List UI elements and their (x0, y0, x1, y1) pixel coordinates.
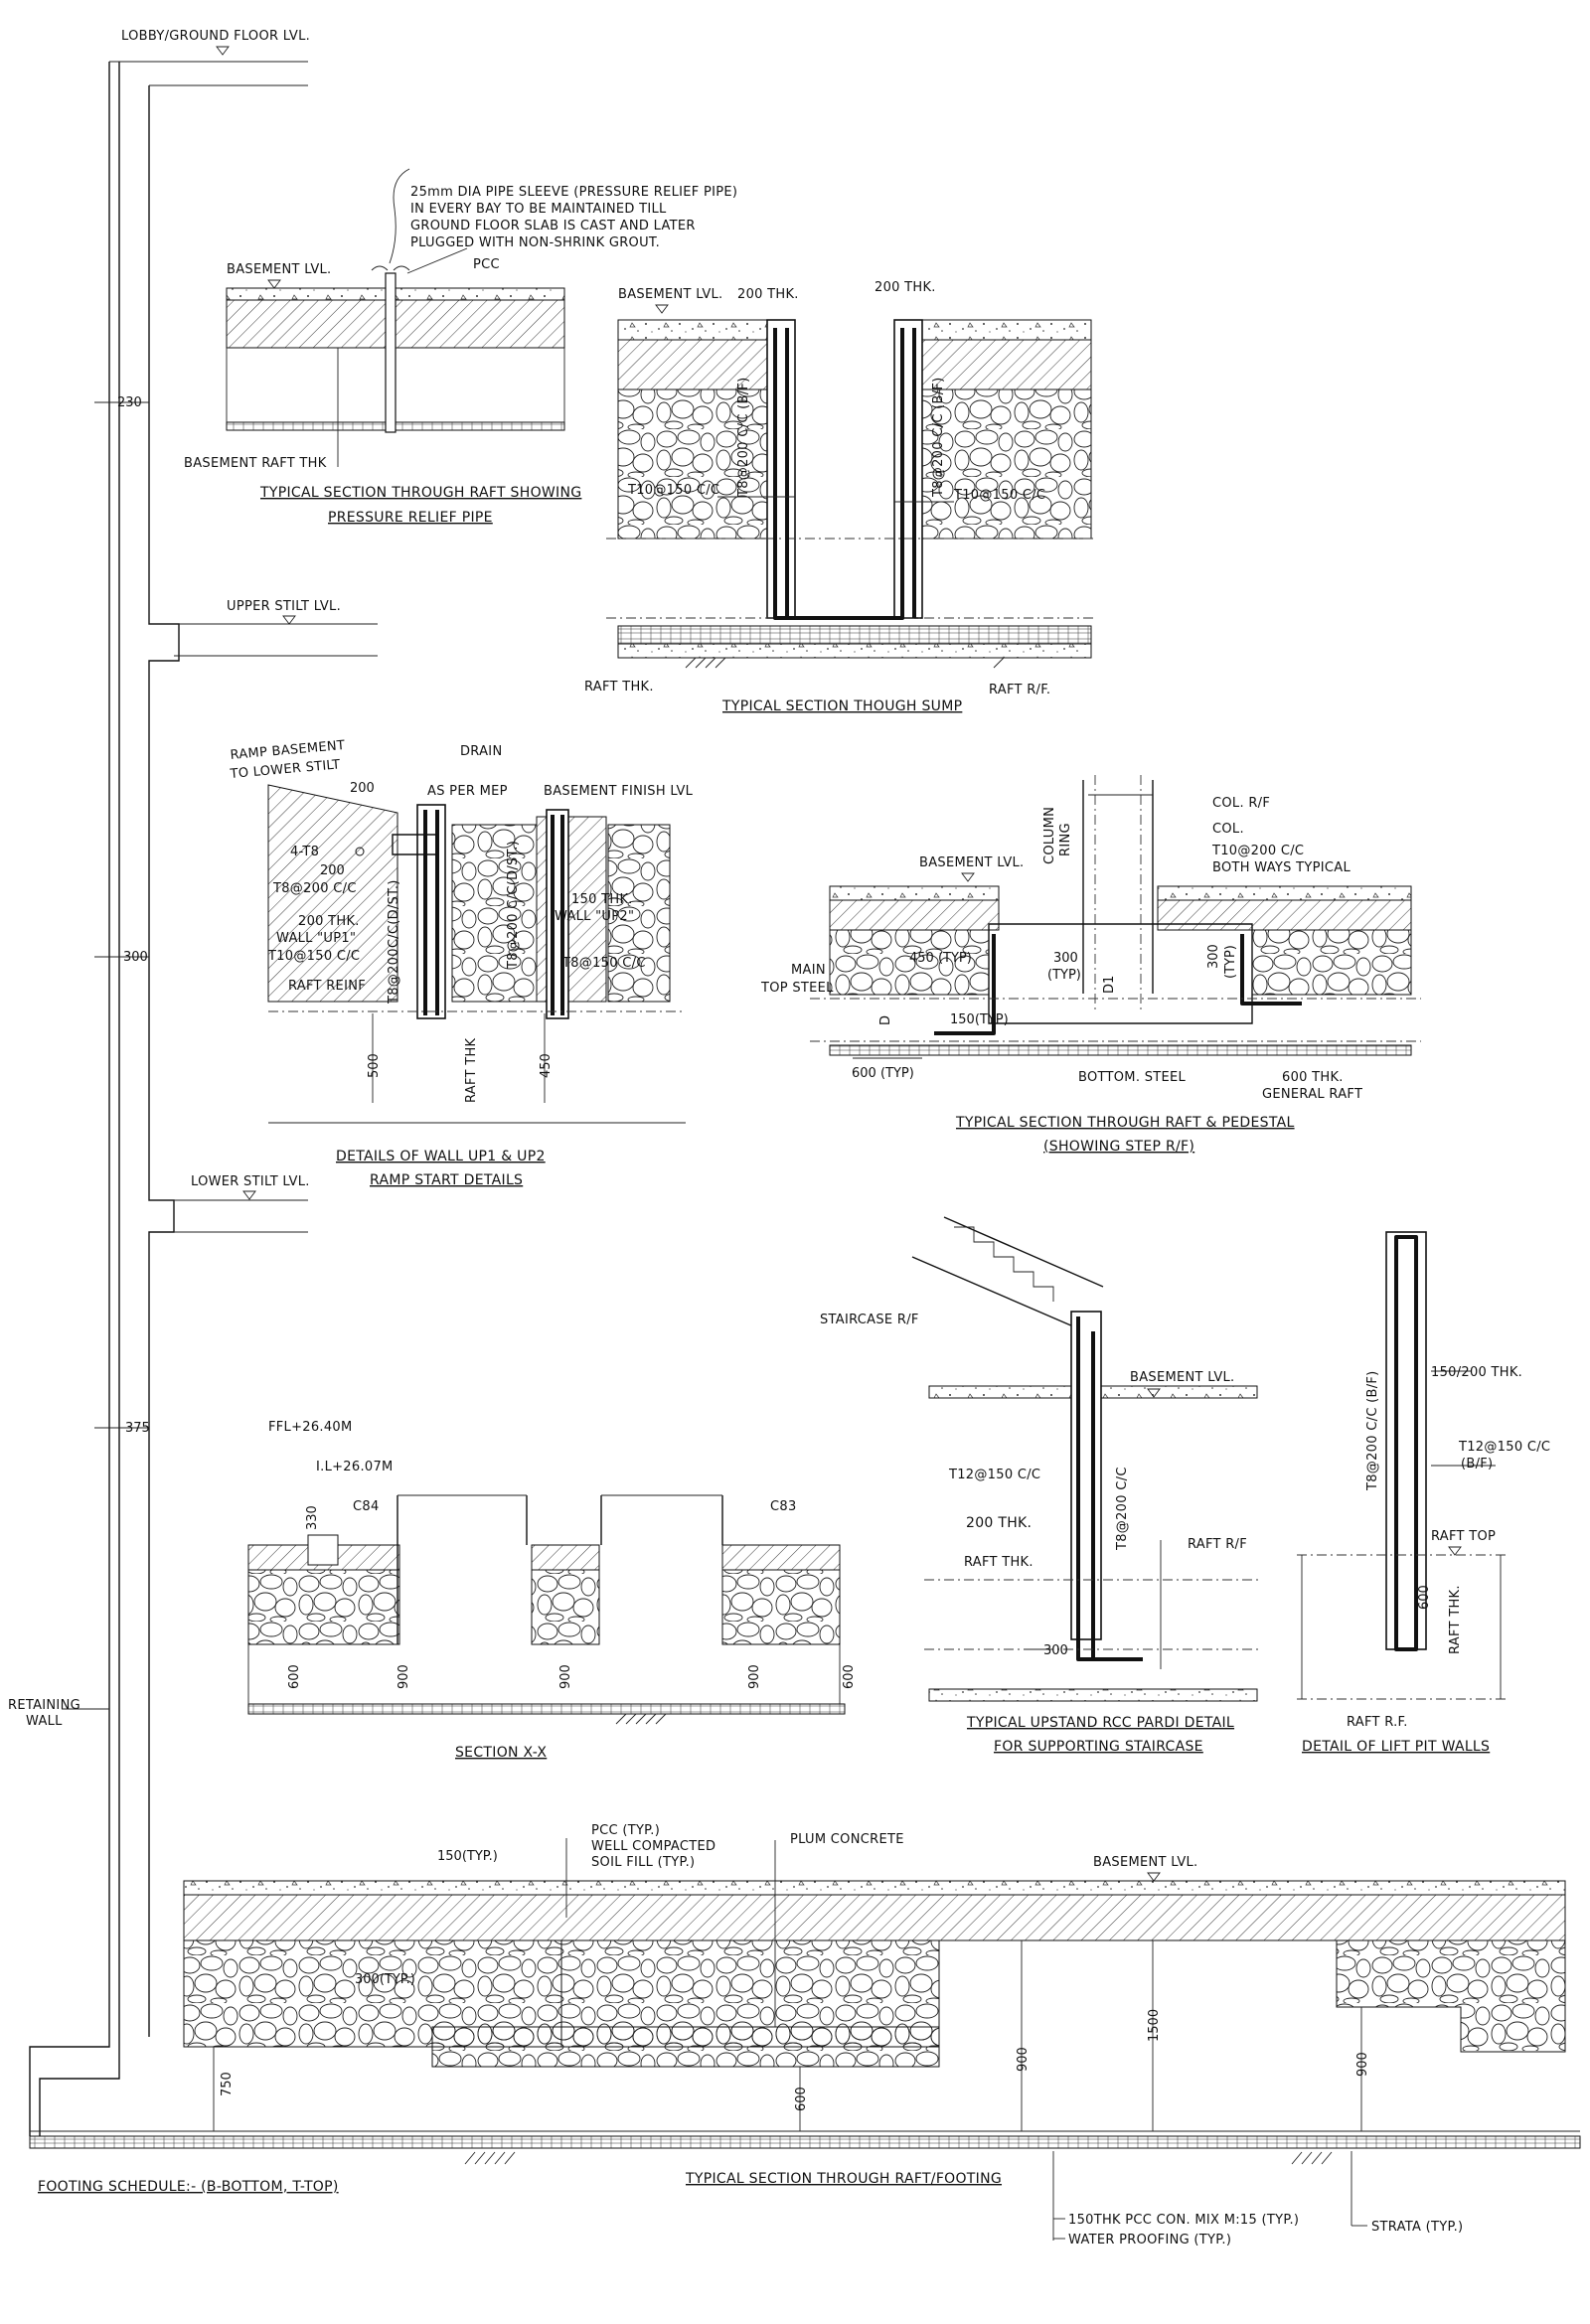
pipe-note-line-4: PLUGGED WITH NON-SHRINK GROUT. (410, 235, 661, 250)
liftpit-title: DETAIL OF LIFT PIT WALLS (1302, 1739, 1491, 1755)
wall-up2-label: WALL "UP2" (555, 909, 635, 924)
raft-reinf-label: RAFT REINF (288, 979, 367, 994)
level-marker-icon (656, 305, 668, 313)
raft-thk-label: BASEMENT RAFT THK (184, 456, 327, 471)
xx-dim-3: 900 (558, 1664, 573, 1689)
ramp-dim-200: 200 (350, 781, 375, 796)
thk200-label: 200 THK. (298, 914, 360, 929)
footing-dim-300: 300(TYP.) (355, 1972, 415, 1987)
level-marker-icon (962, 873, 974, 881)
c83-label: C83 (770, 1499, 797, 1514)
vertical-bar-up2: T8@200 C/C(D/ST.) (506, 840, 521, 969)
strata-label: STRATA (TYP.) (1371, 2220, 1464, 2235)
footing-basement-label: BASEMENT LVL. (1093, 1855, 1198, 1870)
pcc-con-label: 150THK PCC CON. MIX M:15 (TYP.) (1068, 2213, 1300, 2228)
footing-dim-150: 150(TYP.) (437, 1849, 498, 1864)
footing-dim-600: 600 (794, 2087, 809, 2111)
dim-300: 300 (123, 950, 148, 965)
footing-soil-label-2: SOIL FILL (TYP.) (591, 1855, 696, 1870)
main-top-label-1: MAIN (791, 963, 826, 978)
retaining-wall-label-1: RETAINING (8, 1698, 80, 1713)
drain-label: DRAIN (460, 744, 503, 759)
liftpit-t12-label-1: T12@150 C/C (1459, 1440, 1551, 1455)
il-label: I.L+26.07M (316, 1460, 394, 1474)
pedestal-dim-d1: D1 (1102, 975, 1117, 994)
sump-raft-rf: RAFT R/F. (989, 683, 1051, 697)
pardi-t12-label: T12@150 C/C (949, 1468, 1041, 1482)
t8-150-label: T8@150 C/C (562, 956, 646, 971)
sump-thk-right: 200 THK. (874, 280, 936, 295)
general-raft-label-2: GENERAL RAFT (1262, 1087, 1363, 1102)
dim-230: 230 (117, 395, 142, 410)
ramp-dim-200b: 200 (320, 863, 345, 878)
xx-dim-330: 330 (305, 1505, 320, 1530)
ramp-raft-thk: RAFT THK (464, 1037, 479, 1103)
level-marker-icon (243, 1191, 255, 1199)
plum-concrete-label: PLUM CONCRETE (790, 1832, 904, 1847)
retaining-wall-profile (30, 62, 378, 2136)
pardi-raft-thk-label: RAFT THK. (964, 1555, 1034, 1570)
pedestal-dim-300r-typ: (TYP) (1223, 945, 1238, 979)
t8-200-label: T8@200 C/C (273, 881, 357, 896)
footing-title: TYPICAL SECTION THROUGH RAFT/FOOTING (686, 2171, 1003, 2187)
pardi-title-2: FOR SUPPORTING STAIRCASE (994, 1739, 1203, 1755)
column-ring-label-1: COLUMN (1042, 806, 1057, 864)
ramp-title-1: DETAILS OF WALL UP1 & UP2 (336, 1149, 546, 1164)
bars-4t8-label: 4-T8 (290, 845, 320, 859)
pipe-note-line-1: 25mm DIA PIPE SLEEVE (PRESSURE RELIEF PIPE) (410, 185, 738, 200)
pardi-basement-label: BASEMENT LVL. (1130, 1370, 1235, 1385)
sump-thk-left: 200 THK. (737, 287, 799, 302)
pressure-relief-title-2: PRESSURE RELIEF PIPE (328, 510, 493, 526)
level-marker-icon (217, 47, 229, 55)
wall-up1-label: WALL "UP1" (276, 931, 357, 946)
waterproofing-label: WATER PROOFING (TYP.) (1068, 2233, 1232, 2247)
pedestal-dim-600: 600 (TYP) (852, 1066, 914, 1081)
liftpit-raft-thk: RAFT THK. (1448, 1585, 1463, 1654)
section-xx-title: SECTION X-X (455, 1745, 548, 1761)
pardi-section (912, 1217, 1262, 1701)
both-ways-label: BOTH WAYS TYPICAL (1212, 860, 1351, 875)
dim-375: 375 (125, 1421, 150, 1436)
xx-dim-2: 900 (397, 1664, 411, 1689)
raft-top-label: RAFT TOP (1431, 1529, 1497, 1544)
sump-title: TYPICAL SECTION THOUGH SUMP (722, 698, 963, 714)
pardi-t8-label: T8@200 C/C (1115, 1467, 1130, 1550)
pedestal-dim-300r: 300 (1206, 944, 1221, 969)
xx-dim-4: 900 (747, 1664, 762, 1689)
footing-pcc-label: PCC (TYP.) (591, 1823, 661, 1838)
thk150-label: 150 THK. (571, 892, 633, 907)
ramp-basement-label-1: RAMP BASEMENT (230, 737, 346, 763)
pardi-thk-label: 200 THK. (966, 1515, 1033, 1531)
pedestal-title-2: (SHOWING STEP R/F) (1043, 1139, 1195, 1155)
pedestal-title-1: TYPICAL SECTION THROUGH RAFT & PEDESTAL (956, 1115, 1295, 1131)
sump-vert-left: T8@200 C/C (B/F) (736, 377, 751, 497)
footing-soil-label-1: WELL COMPACTED (591, 1839, 716, 1854)
footing-dim-900a: 900 (1016, 2047, 1031, 2072)
c84-label: C84 (353, 1499, 380, 1514)
ramp-dim-450: 450 (539, 1053, 554, 1078)
footing-dim-900b: 900 (1355, 2052, 1370, 2077)
pedestal-dim-450: 450 (TYP) (909, 951, 972, 966)
level-marker-icon (1449, 1547, 1461, 1555)
pardi-dim-300: 300 (1043, 1643, 1068, 1658)
liftpit-t12-label-2: (B/F) (1461, 1457, 1494, 1472)
sump-vert-right: T8@200 C/C (B/F) (931, 377, 946, 497)
pardi-title-1: TYPICAL UPSTAND RCC PARDI DETAIL (967, 1715, 1235, 1731)
footing-schedule-label: FOOTING SCHEDULE:- (B-BOTTOM, T-TOP) (38, 2179, 339, 2195)
liftpit-raft-rf: RAFT R.F. (1347, 1715, 1408, 1730)
pipe-note-line-2: IN EVERY BAY TO BE MAINTAINED TILL (410, 202, 667, 217)
bottom-steel-label: BOTTOM. STEEL (1078, 1070, 1187, 1085)
xx-dim-1: 600 (287, 1664, 302, 1689)
pedestal-dim-300: 300 (1053, 951, 1078, 966)
footing-dim-750: 750 (220, 2072, 235, 2096)
ramp-basement-label-2: TO LOWER STILT (230, 757, 342, 782)
column-ring-label-2: RING (1058, 823, 1073, 856)
general-raft-label-1: 600 THK. (1282, 1070, 1344, 1085)
level-marker-icon (1148, 1873, 1160, 1881)
pcc-label: PCC (473, 257, 500, 272)
liftpit-thk-label: 150/200 THK. (1431, 1365, 1523, 1380)
sump-bar-right: T10@150 C/C (954, 488, 1046, 503)
basement-level-label: BASEMENT LVL. (227, 262, 332, 277)
sump-raft-thk: RAFT THK. (584, 680, 654, 695)
pedestal-dim-150: 150(TYP) (950, 1012, 1009, 1027)
main-top-label-2: TOP STEEL (761, 981, 834, 996)
xx-dim-5: 600 (842, 1664, 857, 1689)
vertical-bar-up1: T8@200C/C(D/ST.) (387, 879, 401, 1004)
lower-stilt-label: LOWER STILT LVL. (191, 1174, 310, 1189)
col-label: COL. (1212, 822, 1244, 837)
t10-200-label: T10@200 C/C (1212, 844, 1305, 858)
level-marker-icon (283, 616, 295, 624)
basement-finish-label: BASEMENT FINISH LVL (544, 784, 694, 799)
pardi-raft-rf-label: RAFT R/F (1188, 1537, 1248, 1552)
pipe-note-line-3: GROUND FLOOR SLAB IS CAST AND LATER (410, 219, 696, 233)
staircase-rf-label: STAIRCASE R/F (820, 1313, 919, 1327)
as-per-mep-label: AS PER MEP (427, 784, 508, 799)
ffl-label: FFL+26.40M (268, 1420, 353, 1435)
sump-basement-label: BASEMENT LVL. (618, 287, 723, 302)
level-marker-icon (268, 280, 280, 288)
footing-dim-1500: 1500 (1147, 2008, 1162, 2042)
col-rf-label: COL. R/F (1212, 796, 1271, 811)
upper-stilt-label: UPPER STILT LVL. (227, 599, 342, 614)
pedestal-dim-d: D (878, 1014, 893, 1025)
liftpit-dim-600: 600 (1417, 1585, 1432, 1610)
sump-bar-left: T10@150 C/C (628, 483, 720, 498)
liftpit-t8-label: T8@200 C/C (B/F) (1365, 1370, 1380, 1490)
pedestal-basement-label: BASEMENT LVL. (919, 855, 1025, 870)
lobby-level-label: LOBBY/GROUND FLOOR LVL. (121, 29, 311, 44)
ramp-dim-500: 500 (367, 1053, 382, 1078)
retaining-wall-label-2: WALL (26, 1714, 63, 1729)
t10-150-label: T10@150 C/C (268, 949, 361, 964)
ramp-title-2: RAMP START DETAILS (370, 1172, 524, 1188)
pressure-relief-title-1: TYPICAL SECTION THROUGH RAFT SHOWING (260, 485, 582, 501)
pedestal-dim-300-typ: (TYP) (1047, 968, 1081, 983)
pedestal-section (810, 775, 1421, 1058)
